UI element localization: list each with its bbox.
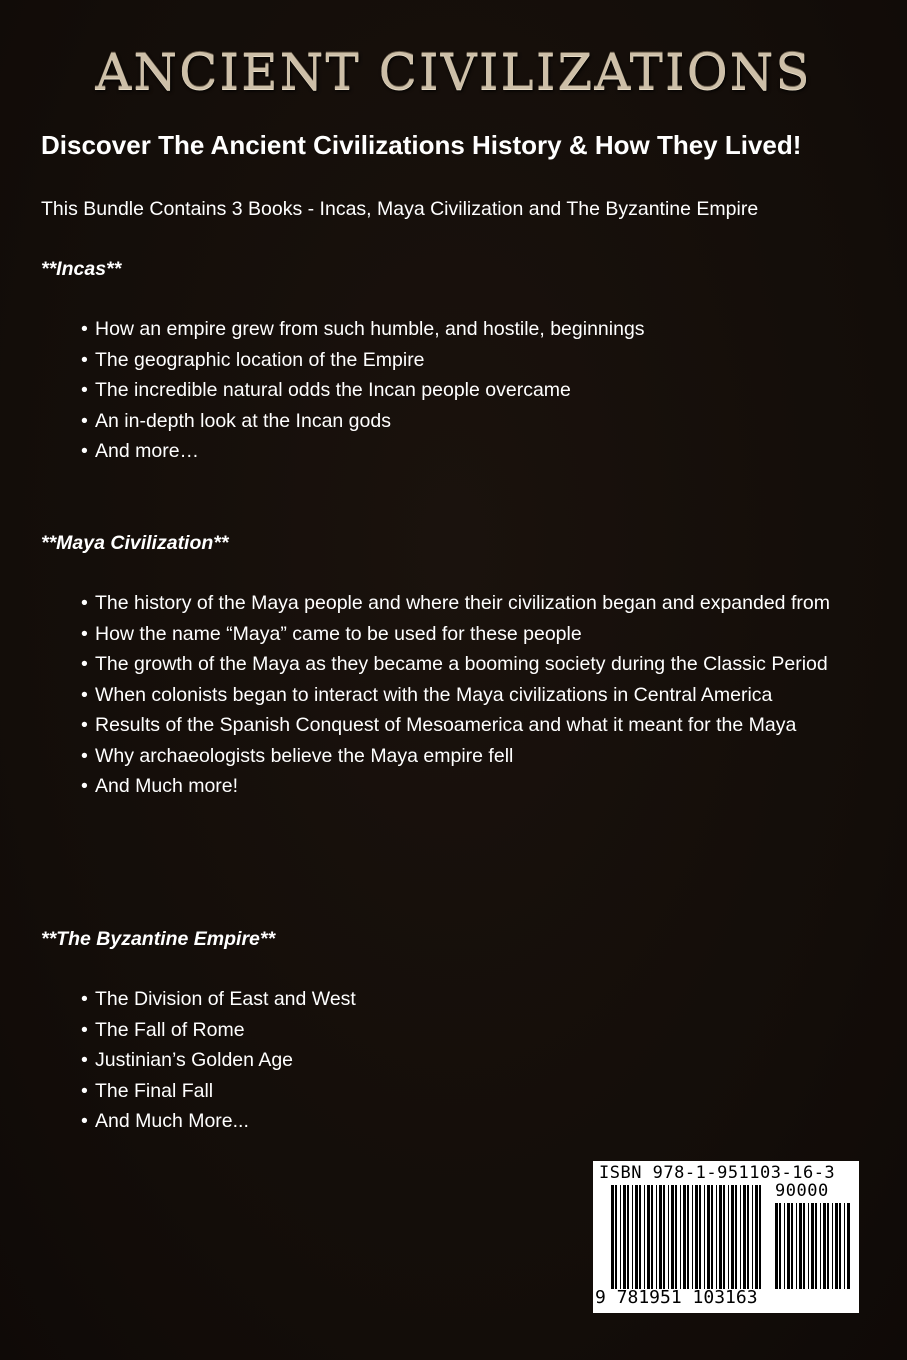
isbn-barcode bbox=[593, 1161, 859, 1313]
barcode-bar bbox=[759, 1185, 761, 1289]
cover-title: ANCIENT CIVILIZATIONS bbox=[95, 43, 812, 101]
barcode-bar bbox=[779, 1203, 781, 1289]
list-item: • When colonists began to interact with the Maya civilizations in Central America bbox=[81, 683, 773, 706]
list-item: • Results of the Spanish Conquest of Mesoamerica and what it meant for the Maya bbox=[81, 714, 797, 736]
barcode-bar bbox=[687, 1185, 689, 1289]
barcode-bar bbox=[796, 1203, 797, 1289]
barcode-bar bbox=[835, 1203, 838, 1289]
barcode-bar bbox=[680, 1185, 681, 1289]
bullet-list-maya bbox=[81, 588, 871, 802]
barcode-bar bbox=[615, 1185, 617, 1289]
barcode-bar bbox=[651, 1185, 653, 1289]
headline: Discover The Ancient Civilizations History & How They Lived! bbox=[41, 130, 802, 160]
barcode-bar bbox=[787, 1203, 790, 1289]
barcode-bar bbox=[799, 1203, 802, 1289]
barcode-bar bbox=[823, 1203, 826, 1289]
barcode-bar bbox=[844, 1203, 845, 1289]
barcode-bar bbox=[811, 1203, 814, 1289]
barcode-bar bbox=[743, 1185, 746, 1289]
barcode-bar bbox=[683, 1185, 686, 1289]
list-item: • How the name “Maya” came to be used for these people bbox=[81, 622, 582, 645]
barcode-bar bbox=[704, 1185, 705, 1289]
ean-bars bbox=[611, 1185, 761, 1289]
barcode-bar bbox=[747, 1185, 749, 1289]
list-item: • How an empire grew from such humble, and hostile, beginnings bbox=[81, 318, 645, 340]
list-item: • And Much More... bbox=[81, 1110, 249, 1132]
barcode-bar bbox=[644, 1185, 645, 1289]
ean-digits: 9 781951 103163 bbox=[595, 1287, 758, 1308]
barcode-bar bbox=[632, 1185, 633, 1289]
list-item: • The Final Fall bbox=[81, 1079, 214, 1102]
barcode-bar bbox=[784, 1203, 785, 1289]
list-item: • The incredible natural odds the Incan people overcame bbox=[81, 379, 571, 401]
barcode-bar bbox=[656, 1185, 657, 1289]
barcode-bar bbox=[723, 1185, 725, 1289]
barcode-bar bbox=[803, 1203, 805, 1289]
barcode-bar bbox=[791, 1203, 793, 1289]
section-heading-incas: **Incas** bbox=[41, 258, 122, 280]
list-item: • The history of the Maya people and where their civilization began and expanded from bbox=[81, 592, 830, 614]
bundle-description: This Bundle Contains 3 Books - Incas, Maya Civilization and The Byzantine Empire bbox=[41, 198, 759, 220]
section-heading-maya: **Maya Civilization** bbox=[41, 532, 229, 554]
barcode-bar bbox=[659, 1185, 662, 1289]
barcode-bar bbox=[639, 1185, 641, 1289]
barcode-bar bbox=[711, 1185, 713, 1289]
barcode-bar bbox=[728, 1185, 729, 1289]
barcode-bar bbox=[719, 1185, 722, 1289]
barcode-bar bbox=[611, 1185, 614, 1289]
price-addon-bars bbox=[775, 1203, 850, 1289]
barcode-bar bbox=[675, 1185, 677, 1289]
barcode-bar bbox=[620, 1185, 621, 1289]
barcode-bar bbox=[752, 1185, 753, 1289]
barcode-bar bbox=[716, 1185, 717, 1289]
barcode-bar bbox=[815, 1203, 817, 1289]
list-item: • An in-depth look at the Incan gods bbox=[81, 409, 391, 432]
barcode-bar bbox=[692, 1185, 693, 1289]
barcode-bar bbox=[740, 1185, 741, 1289]
list-item: • The Fall of Rome bbox=[81, 1018, 245, 1041]
barcode-bar bbox=[695, 1185, 698, 1289]
list-item: • And Much more! bbox=[81, 775, 239, 797]
barcode-bar bbox=[623, 1185, 626, 1289]
barcode-bar bbox=[627, 1185, 629, 1289]
barcode-bar bbox=[731, 1185, 734, 1289]
section-heading-byzantine: **The Byzantine Empire** bbox=[41, 928, 276, 950]
barcode-bar bbox=[847, 1203, 850, 1289]
barcode-bar bbox=[668, 1185, 669, 1289]
barcode-bar bbox=[699, 1185, 701, 1289]
list-item: • Justinian’s Golden Age bbox=[81, 1049, 294, 1071]
bullet-list-incas bbox=[81, 314, 871, 467]
barcode-bar bbox=[839, 1203, 841, 1289]
list-item: • The Division of East and West bbox=[81, 988, 356, 1010]
barcode-bar bbox=[755, 1185, 758, 1289]
barcode-bar bbox=[647, 1185, 650, 1289]
barcode-bar bbox=[663, 1185, 665, 1289]
barcode-bar bbox=[635, 1185, 638, 1289]
barcode-bar bbox=[735, 1185, 737, 1289]
barcode-bar bbox=[775, 1203, 778, 1289]
price-code: 90000 bbox=[775, 1181, 829, 1201]
isbn-number: ISBN 978-1-951103-16-3 bbox=[599, 1163, 836, 1183]
bullet-list-byzantine bbox=[81, 984, 871, 1137]
barcode-bar bbox=[808, 1203, 809, 1289]
list-item: • The geographic location of the Empire bbox=[81, 348, 425, 371]
list-item: • Why archaeologists believe the Maya empire fell bbox=[81, 744, 514, 767]
barcode-bar bbox=[832, 1203, 833, 1289]
barcode-bar bbox=[707, 1185, 710, 1289]
list-item: • And more… bbox=[81, 440, 200, 462]
list-item: • The growth of the Maya as they became a booming society during the Classic Period bbox=[81, 653, 828, 675]
barcode-bar bbox=[827, 1203, 829, 1289]
barcode-bar bbox=[671, 1185, 674, 1289]
barcode-bar bbox=[820, 1203, 821, 1289]
